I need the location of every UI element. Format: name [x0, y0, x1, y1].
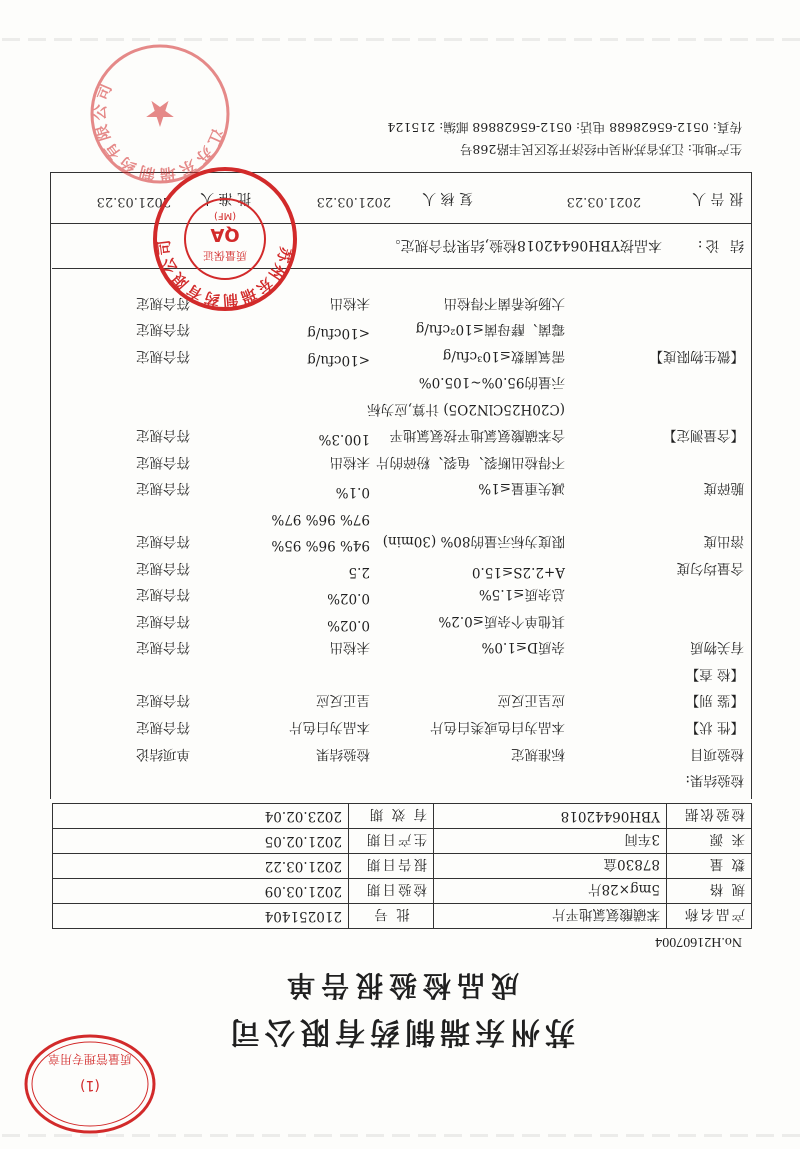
column-item: 检验项目	[690, 746, 744, 762]
basis-label: 检验依据	[667, 804, 752, 829]
row-standard: 其他单个杂质≤0.2%	[438, 613, 565, 629]
row-item: 【含量测定】	[663, 427, 744, 444]
qty-label: 数 量	[667, 854, 752, 879]
expiry-value: 2023.02.04	[53, 804, 349, 829]
source-value: 3车间	[434, 829, 667, 854]
row-result: 97% 96% 97%	[271, 511, 370, 527]
header-table	[52, 803, 752, 929]
product-name-label: 产品名称	[667, 904, 752, 929]
reviewer-date: 2021.03.23	[316, 194, 391, 209]
qa-stamp-ring-text: 苏州东瑞制药有限公司	[154, 236, 295, 310]
batch-label: 批 号	[349, 904, 434, 929]
row-standard: 总杂质≤1.5%	[478, 586, 565, 603]
row-conclusion: 符合规定	[136, 321, 190, 338]
basis-value: YBH06442018	[434, 804, 667, 829]
row-standard: 不得检出断裂、龟裂、粉碎的片	[376, 454, 565, 470]
row-result: 呈正反应	[316, 692, 370, 709]
row-result: 2.5	[348, 564, 370, 580]
row-standard: 应呈正反应	[497, 692, 565, 709]
row-conclusion: 符合规定	[136, 454, 190, 470]
row-conclusion: 符合规定	[136, 480, 190, 497]
row-conclusion: 符合规定	[136, 586, 190, 603]
conclusion-text: 本品按YBH06442018检验,结果符合规定。	[386, 237, 662, 253]
corner-stamp	[20, 1029, 160, 1139]
star-icon: ★	[143, 92, 177, 133]
footer-contact: 传真: 0512-65628688 电话: 0512-65628868 邮编: 215124	[387, 120, 742, 135]
row-result: <10cfu/g	[307, 325, 370, 342]
row-conclusion: 符合规定	[136, 348, 190, 364]
reporter-date: 2021.03.23	[566, 194, 641, 209]
approver-date: 2021.03.23	[96, 194, 171, 209]
corner-stamp-bottom: 质量管理专用章	[47, 1052, 133, 1066]
row-result: <10cfu/g	[307, 352, 370, 368]
row-item: 【微生物限度】	[649, 348, 744, 364]
row-standard: 大肠埃希菌不得检出	[443, 295, 565, 311]
document-number: No.H21607004	[655, 934, 742, 949]
row-result: 100.3%	[318, 431, 370, 448]
row-standard: 霉菌、酵母菌≤10²cfu/g	[415, 321, 565, 338]
row-item: 【检 查】	[685, 666, 744, 682]
mfg-date-label: 生产日期	[349, 829, 434, 854]
row-conclusion: 符合规定	[136, 560, 190, 576]
row-conclusion: 符合规定	[136, 639, 190, 656]
row-standard: A+2.2S≤15.0	[471, 564, 565, 580]
test-date-value: 2021.03.09	[53, 879, 349, 904]
expiry-label: 有 效 期	[349, 804, 434, 829]
column-result: 检验结果	[316, 746, 370, 762]
row-conclusion: 符合规定	[136, 719, 190, 735]
row-conclusion: 符合规定	[136, 613, 190, 629]
row-result: 0.1%	[335, 484, 370, 501]
document-title: 成品检验报告单	[281, 969, 520, 1002]
row-item: 脆碎度	[703, 480, 744, 497]
company-name: 苏州东瑞制药有限公司	[225, 1014, 575, 1049]
report-date-value: 2021.03.22	[53, 854, 349, 879]
mfg-date-value: 2021.02.05	[53, 829, 349, 854]
row-standard: 杂质D≤1.0%	[481, 639, 565, 656]
row-standard: 含苯磺酸氨氯地平按氨氯地平	[389, 427, 565, 444]
row-result: 未检出	[329, 454, 370, 470]
reporter-label: 报 告 人	[692, 190, 743, 206]
approver-label: 批 准 人	[200, 190, 251, 206]
results-label: 检验结果:	[685, 772, 744, 788]
row-item: 含量均匀度	[676, 560, 744, 576]
row-item: 【鉴 别】	[685, 692, 744, 709]
qa-stamp-mid-text: QA	[210, 224, 240, 245]
company-stamp-ring-text: 江苏东瑞制药有限公司	[89, 78, 228, 185]
batch-value: 210251404	[53, 904, 349, 929]
row-result: 未检出	[329, 295, 370, 311]
footer-address: 生产地址: 江苏省苏州吴中经济开发区民丰路268号	[459, 142, 742, 157]
row-conclusion: 符合规定	[136, 533, 190, 550]
row-item: 【性 状】	[685, 719, 744, 735]
column-standard: 标准规定	[511, 746, 565, 762]
row-result: 未检出	[329, 639, 370, 656]
row-standard: 限度为标示量的80% (30min)	[382, 533, 565, 550]
corner-stamp-center: (1)	[80, 1077, 100, 1093]
row-result: 94% 96% 95%	[271, 537, 370, 554]
report-date-label: 报告日期	[349, 854, 434, 879]
row-standard: 需氧菌数≤10³cfu/g	[442, 348, 565, 364]
source-label: 来 源	[667, 829, 752, 854]
qa-stamp-center-text: 质量保证	[203, 249, 247, 262]
row-standard: 本品为白色或类白色片	[430, 719, 565, 735]
conclusion-label: 结 论:	[694, 237, 744, 253]
row-result: 0.02%	[327, 617, 370, 633]
row-standard: 减失重量≤1%	[478, 480, 565, 497]
column-conclusion: 单项结论	[136, 746, 190, 762]
row-conclusion: 符合规定	[136, 692, 190, 709]
company-stamp	[85, 39, 235, 189]
row-conclusion: 符合规定	[136, 295, 190, 311]
product-name-value: 苯磺酸氨氯地平片	[434, 904, 667, 929]
row-item: 溶出度	[703, 533, 744, 550]
qty-value: 87830盒	[434, 854, 667, 879]
row-item: 有关物质	[690, 639, 744, 656]
row-standard: 示量的95.0%~105.0%	[418, 374, 565, 391]
test-date-label: 检验日期	[349, 879, 434, 904]
spec-label: 规 格	[667, 879, 752, 904]
spec-value: 5mg×28片	[434, 879, 667, 904]
row-result: 0.02%	[327, 590, 370, 607]
svg-text:苏州东瑞制药有限公司	[154, 237, 294, 309]
qa-stamp-code: (MF)	[213, 210, 237, 221]
row-result: 本品为白色片	[289, 719, 370, 735]
row-standard: (C20H25ClN2O5) 计算,应为标	[367, 401, 565, 417]
row-conclusion: 符合规定	[136, 427, 190, 444]
reviewer-label: 复 核 人	[422, 190, 473, 206]
